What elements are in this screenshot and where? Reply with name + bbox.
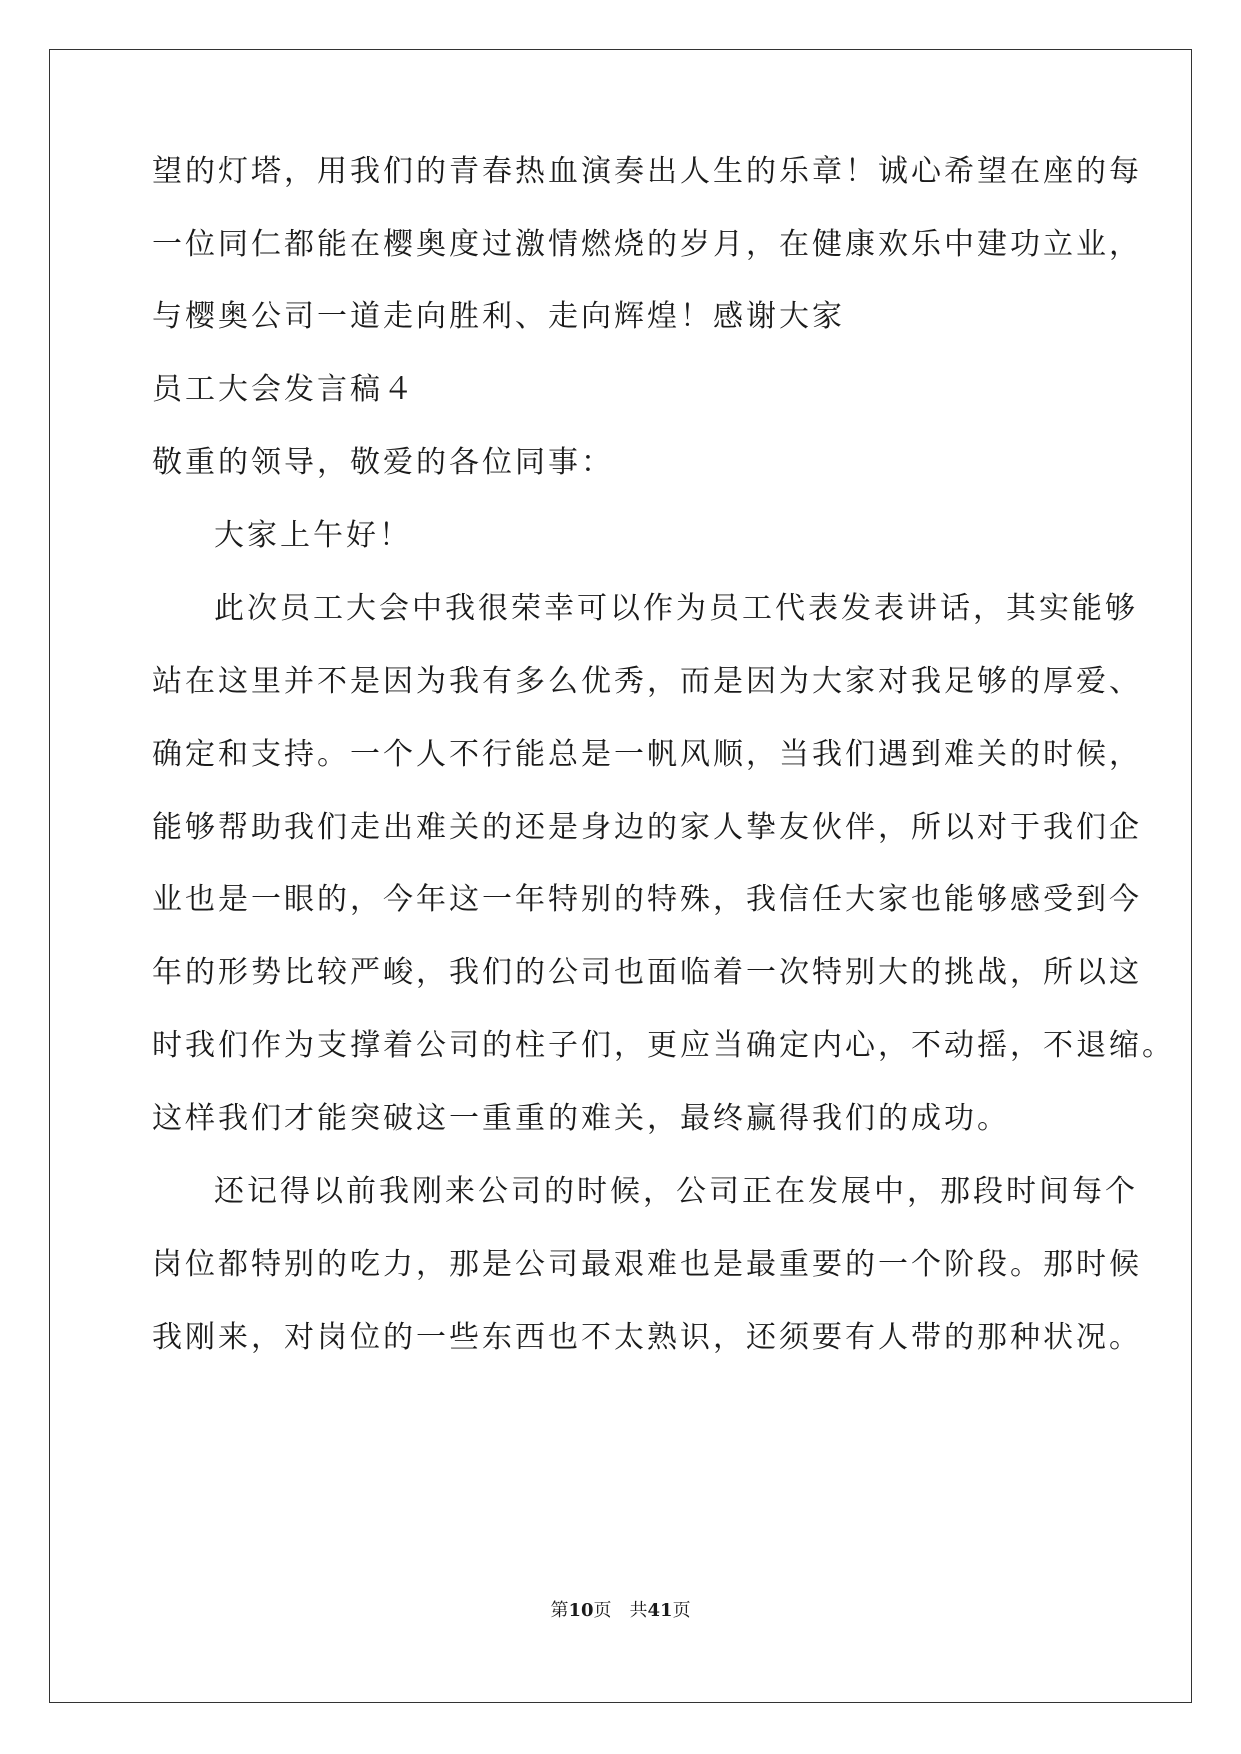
paragraph-line: 还记得以前我刚来公司的时候，公司正在发展中，那段时间每个	[214, 1174, 1138, 1209]
salutation: 敬重的领导，敬爱的各位同事：	[152, 445, 614, 480]
page-current: 10	[568, 1600, 594, 1621]
page-total: 41	[647, 1600, 673, 1621]
page-middle: 页 共	[593, 1600, 648, 1621]
paragraph-line: 年的形势比较严峻，我们的公司也面临着一次特别大的挑战，所以这	[152, 955, 1142, 990]
paragraph-line: 与樱奥公司一道走向胜利、走向辉煌！感谢大家	[152, 299, 845, 334]
page-suffix: 页	[672, 1600, 691, 1621]
paragraph-line: 此次员工大会中我很荣幸可以作为员工代表发表讲话，其实能够	[214, 591, 1138, 626]
paragraph-line: 一位同仁都能在樱奥度过激情燃烧的岁月，在健康欢乐中建功立业，	[152, 227, 1142, 262]
paragraph-line: 岗位都特别的吃力，那是公司最艰难也是最重要的一个阶段。那时候	[152, 1247, 1142, 1282]
paragraph-line: 我刚来，对岗位的一些东西也不太熟识，还须要有人带的那种状况。	[152, 1320, 1142, 1355]
paragraph-line: 业也是一眼的，今年这一年特别的特殊，我信任大家也能够感受到今	[152, 882, 1142, 917]
paragraph-line: 时我们作为支撑着公司的柱子们，更应当确定内心，不动摇，不退缩。	[152, 1028, 1175, 1063]
section-heading: 员工大会发言稿４	[152, 372, 416, 407]
paragraph-line: 望的灯塔，用我们的青春热血演奏出人生的乐章！诚心希望在座的每	[152, 154, 1142, 189]
paragraph-line: 能够帮助我们走出难关的还是身边的家人挚友伙伴，所以对于我们企	[152, 810, 1142, 845]
page-prefix: 第	[550, 1600, 569, 1621]
page-footer	[0, 1599, 1241, 1623]
paragraph-line: 这样我们才能突破这一重重的难关，最终赢得我们的成功。	[152, 1101, 1010, 1136]
paragraph-line: 确定和支持。一个人不行能总是一帆风顺，当我们遇到难关的时候，	[152, 737, 1142, 772]
paragraph-line: 站在这里并不是因为我有多么优秀，而是因为大家对我足够的厚爱、	[152, 664, 1142, 699]
greeting: 大家上午好！	[214, 518, 412, 553]
